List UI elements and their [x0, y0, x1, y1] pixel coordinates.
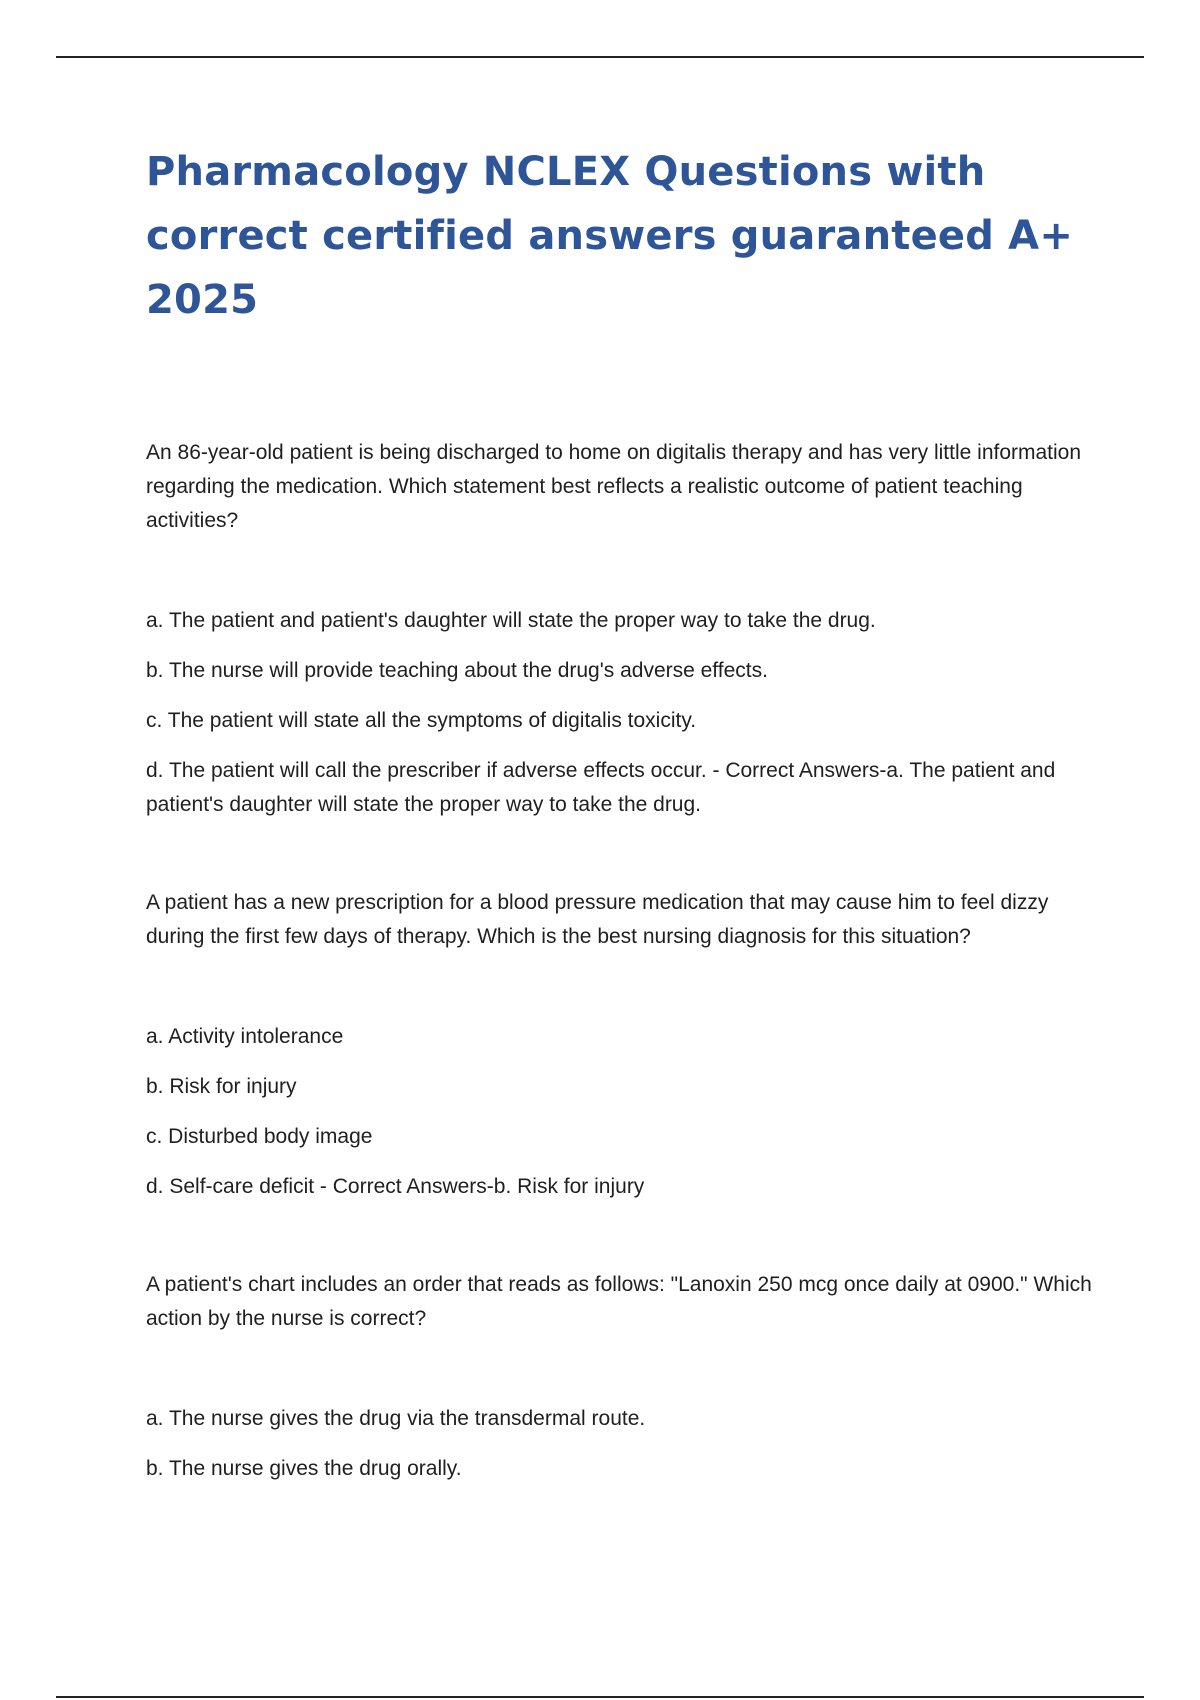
bottom-rule — [56, 1696, 1144, 1698]
option-item: b. The nurse will provide teaching about the drug's adverse effects. — [146, 659, 768, 682]
option-item: c. Disturbed body image — [146, 1125, 373, 1148]
option-item: b. The nurse gives the drug orally. — [146, 1457, 462, 1480]
question-2-stem: A patient has a new prescription for a blood pressure medication that may cause him to feel dizzy during the first few days of therapy. Which is the best nursing diagnosis for this situation? — [146, 891, 1049, 948]
question-2-options — [146, 1020, 1096, 1204]
question-1-options — [146, 604, 1096, 822]
option-item: c. The patient will state all the symptoms of digitalis toxicity. — [146, 709, 697, 732]
top-rule — [56, 56, 1144, 58]
option-item: d. Self-care deficit - Correct Answers-b. Risk for injury — [146, 1175, 645, 1198]
option-item: d. The patient will call the prescriber if adverse effects occur. - Correct Answers-a. The patient and patient's daughter will state the proper way to take the drug. — [146, 759, 1056, 816]
option-item: a. Activity intolerance — [146, 1025, 344, 1048]
question-1-stem: An 86-year-old patient is being discharged to home on digitalis therapy and has very little information regarding the medication. Which statement best reflects a realistic outcome of patient teaching activities? — [146, 441, 1082, 532]
question-3-options — [146, 1402, 1096, 1486]
option-item: a. The patient and patient's daughter will state the proper way to take the drug. — [146, 609, 876, 632]
document-title: Pharmacology NCLEX Questions with correct certified answers guaranteed A+ 2025 — [146, 149, 1074, 323]
document-body — [146, 140, 1096, 1486]
option-item: b. Risk for injury — [146, 1075, 297, 1098]
question-3-stem: A patient's chart includes an order that reads as follows: "Lanoxin 250 mcg once daily at 0900." Which action by the nurse is correct? — [146, 1273, 1092, 1330]
option-item: a. The nurse gives the drug via the transdermal route. — [146, 1407, 646, 1430]
